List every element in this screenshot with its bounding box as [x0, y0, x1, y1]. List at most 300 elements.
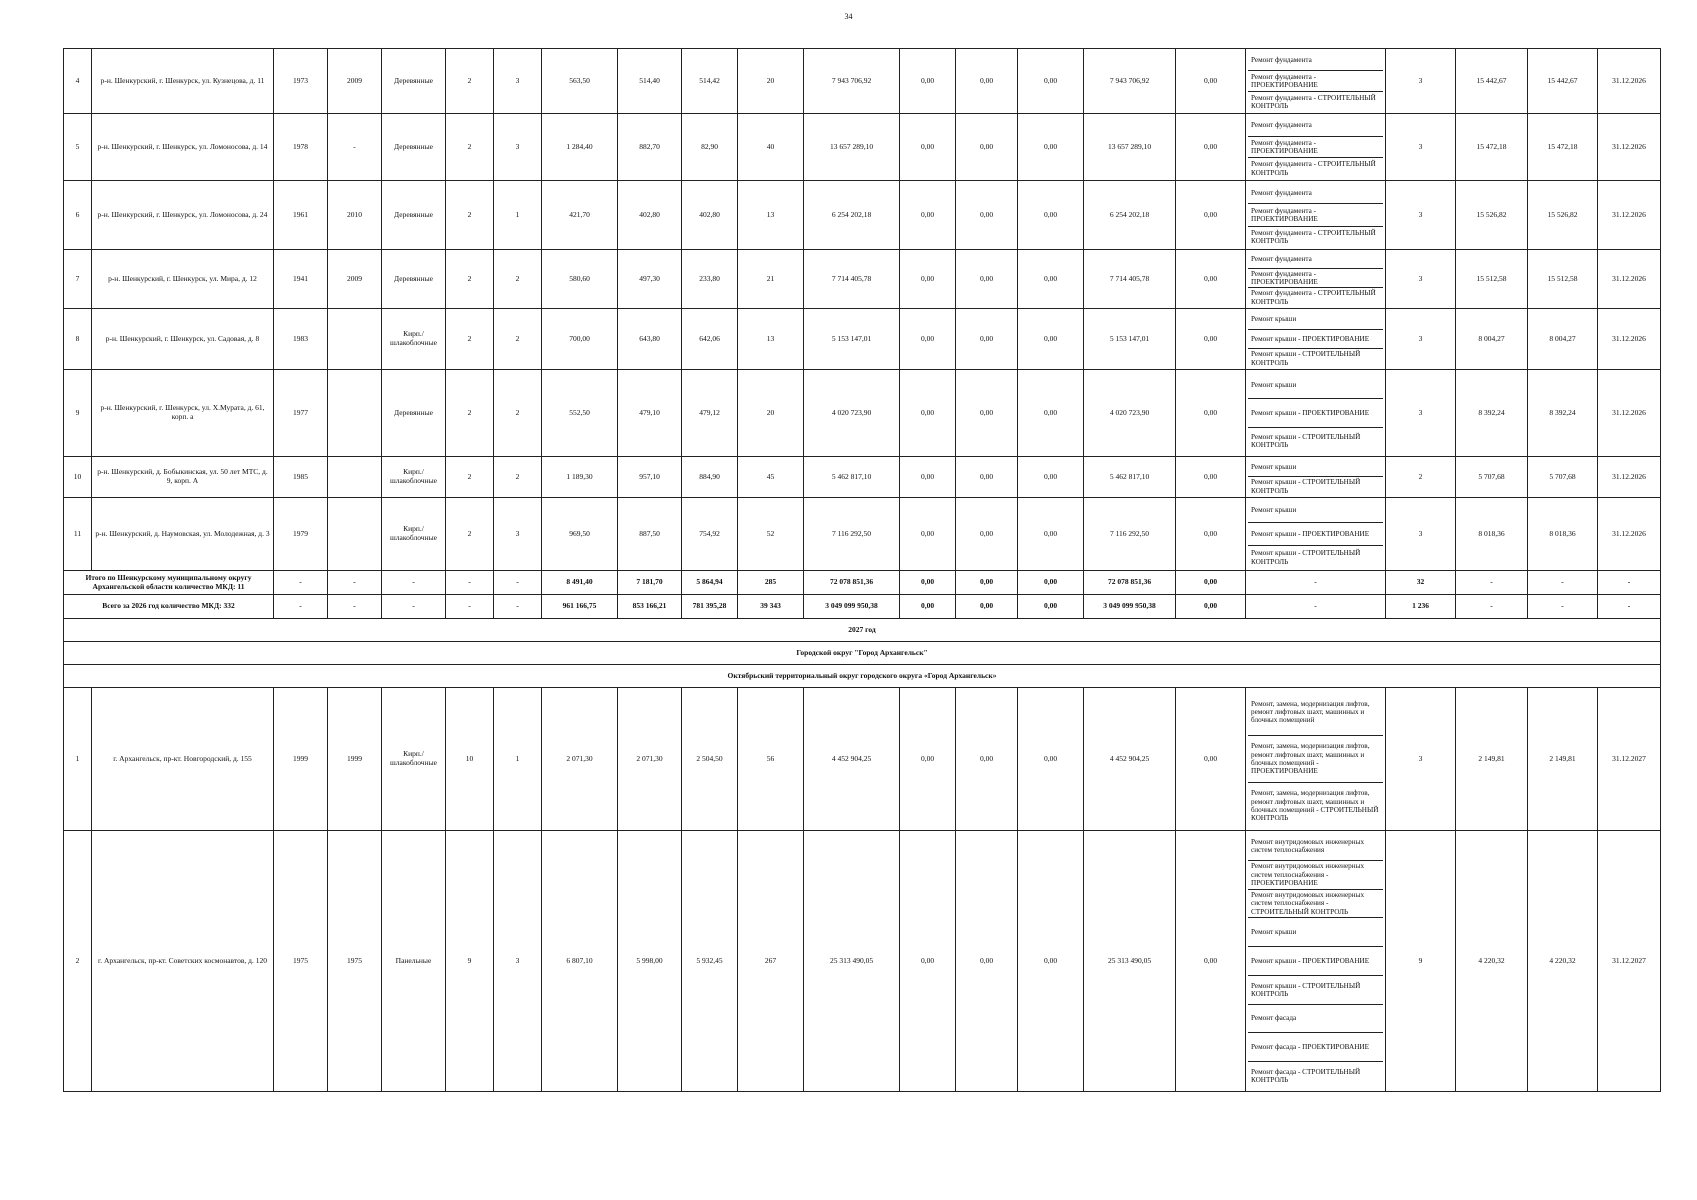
works-cell	[1246, 181, 1386, 250]
cell-entrances: 2	[494, 250, 542, 309]
cell-unit-cost-max: 15 472,18	[1528, 114, 1598, 181]
cell-area-total: 961 166,75	[542, 595, 618, 619]
cell-walls: Кирп./шлакоблочные	[382, 309, 446, 370]
cell-c5: 0,00	[1176, 688, 1246, 831]
dash-cell: -	[1246, 595, 1386, 619]
cell-c1: 0,00	[900, 457, 956, 498]
cell-floors: 9	[446, 831, 494, 1092]
page-number: 34	[844, 12, 853, 21]
section-year-cell: 2027 год	[64, 619, 1661, 642]
cell-deadline: 31.12.2026	[1598, 181, 1661, 250]
works-cell	[1246, 831, 1386, 1092]
cell-walls: Деревянные	[382, 181, 446, 250]
dash-cell: -	[328, 595, 382, 619]
cell-unit-cost: 15 472,18	[1456, 114, 1528, 181]
work-item: Ремонт фасада - ПРОЕКТИРОВАНИЕ	[1248, 1033, 1383, 1062]
cell-cost-total: 5 462 817,10	[804, 457, 900, 498]
cell-year-built: 1961	[274, 181, 328, 250]
cell-year-built: 1973	[274, 49, 328, 114]
work-item: Ремонт крыши - ПРОЕКТИРОВАНИЕ	[1248, 399, 1383, 427]
work-item: Ремонт внутридомовых инженерных систем теплоснабжения - ПРОЕКТИРОВАНИЕ	[1248, 861, 1383, 890]
cell-works-count: 1 236	[1386, 595, 1456, 619]
table-row	[64, 688, 1661, 831]
cell-n: 6	[64, 181, 92, 250]
cell-cost-total: 7 943 706,92	[804, 49, 900, 114]
cell-c2: 0,00	[956, 571, 1018, 595]
works-list	[1248, 50, 1383, 112]
dash-cell: -	[1246, 571, 1386, 595]
cell-unit-cost: 15 512,58	[1456, 250, 1528, 309]
work-item: Ремонт фундамента - ПРОЕКТИРОВАНИЕ	[1248, 269, 1383, 289]
total-label: Всего за 2026 год количество МКД: 332	[64, 595, 274, 619]
work-item: Ремонт, замена, модернизация лифтов, ремонт лифтовых шахт, машинных и блочных помещений - ПРОЕКТИРОВАНИЕ	[1248, 736, 1383, 783]
cell-area-total2: 479,10	[618, 370, 682, 457]
cell-deadline: 31.12.2026	[1598, 49, 1661, 114]
work-item: Ремонт крыши - ПРОЕКТИРОВАНИЕ	[1248, 330, 1383, 350]
dash-cell: -	[1598, 571, 1661, 595]
cell-walls: Деревянные	[382, 114, 446, 181]
dash-cell: -	[1456, 571, 1528, 595]
cell-c5: 0,00	[1176, 370, 1246, 457]
work-item: Ремонт крыши	[1248, 310, 1383, 330]
cell-address: р-н. Шенкурский, д. Наумовская, ул. Молодежная, д. 3	[92, 498, 274, 571]
works-list	[1248, 310, 1383, 368]
cell-cost-owners: 5 462 817,10	[1084, 457, 1176, 498]
cell-c1: 0,00	[900, 49, 956, 114]
cell-floors: 2	[446, 498, 494, 571]
table-row	[64, 370, 1661, 457]
cell-n: 11	[64, 498, 92, 571]
cell-unit-cost-max: 15 526,82	[1528, 181, 1598, 250]
cell-area-living: 82,90	[682, 114, 738, 181]
work-item: Ремонт крыши - СТРОИТЕЛЬНЫЙ КОНТРОЛЬ	[1248, 976, 1383, 1005]
works-list	[1248, 689, 1383, 829]
cell-walls: Кирп./шлакоблочные	[382, 688, 446, 831]
cell-unit-cost: 4 220,32	[1456, 831, 1528, 1092]
cell-residents: 56	[738, 688, 804, 831]
cell-unit-cost-max: 5 707,68	[1528, 457, 1598, 498]
total-district-row	[64, 571, 1661, 595]
cell-works-count: 3	[1386, 181, 1456, 250]
cell-floors: 10	[446, 688, 494, 831]
work-item: Ремонт крыши	[1248, 458, 1383, 477]
dash-cell: -	[1598, 595, 1661, 619]
table-row	[64, 181, 1661, 250]
work-item: Ремонт внутридомовых инженерных систем теплоснабжения - СТРОИТЕЛЬНЫЙ КОНТРОЛЬ	[1248, 890, 1383, 919]
cell-deadline: 31.12.2026	[1598, 370, 1661, 457]
cell-residents: 52	[738, 498, 804, 571]
cell-works-count: 3	[1386, 114, 1456, 181]
cell-year-overhaul	[328, 498, 382, 571]
cell-walls: Деревянные	[382, 250, 446, 309]
cell-deadline: 31.12.2027	[1598, 831, 1661, 1092]
dash-cell: -	[1528, 571, 1598, 595]
cell-cost-owners: 4 020 723,90	[1084, 370, 1176, 457]
table-row	[64, 831, 1661, 1092]
table-row	[64, 498, 1661, 571]
cell-area-total2: 497,30	[618, 250, 682, 309]
work-item: Ремонт крыши - СТРОИТЕЛЬНЫЙ КОНТРОЛЬ	[1251, 350, 1361, 367]
cell-area-living: 402,80	[682, 181, 738, 250]
cell-address: р-н. Шенкурский, г. Шенкурск, ул. Х.Мурата, д. 61, корп. а	[92, 370, 274, 457]
works-cell	[1246, 309, 1386, 370]
cell-unit-cost: 5 707,68	[1456, 457, 1528, 498]
cell-entrances: 3	[494, 498, 542, 571]
cell-floors: 2	[446, 114, 494, 181]
cell-c2: 0,00	[956, 498, 1018, 571]
cell-area-total: 563,50	[542, 49, 618, 114]
cell-cost-total: 6 254 202,18	[804, 181, 900, 250]
cell-works-count: 3	[1386, 309, 1456, 370]
cell-area-total2: 5 998,00	[618, 831, 682, 1092]
cell-floors: 2	[446, 49, 494, 114]
cell-area-total: 700,00	[542, 309, 618, 370]
cell-area-total2: 957,10	[618, 457, 682, 498]
cell-cost-total: 7 714 405,78	[804, 250, 900, 309]
cell-area-total: 1 284,40	[542, 114, 618, 181]
cell-works-count: 9	[1386, 831, 1456, 1092]
cell-residents: 20	[738, 370, 804, 457]
cell-c3: 0,00	[1018, 571, 1084, 595]
table-row	[64, 309, 1661, 370]
cell-works-count: 3	[1386, 370, 1456, 457]
cell-year-built: 1941	[274, 250, 328, 309]
cell-n: 2	[64, 831, 92, 1092]
cell-unit-cost: 15 442,67	[1456, 49, 1528, 114]
work-item: Ремонт крыши	[1248, 918, 1383, 947]
cell-cost-owners: 6 254 202,18	[1084, 181, 1176, 250]
cell-c1: 0,00	[900, 309, 956, 370]
cell-residents: 13	[738, 181, 804, 250]
cell-unit-cost-max: 15 512,58	[1528, 250, 1598, 309]
cell-c2: 0,00	[956, 688, 1018, 831]
cell-c5: 0,00	[1176, 498, 1246, 571]
cell-entrances: 1	[494, 181, 542, 250]
cell-year-built: 1975	[274, 831, 328, 1092]
total-year-row	[64, 595, 1661, 619]
cell-cost-total: 3 049 099 950,38	[804, 595, 900, 619]
cell-area-living: 754,92	[682, 498, 738, 571]
cell-c2: 0,00	[956, 831, 1018, 1092]
cell-cost-total: 13 657 289,10	[804, 114, 900, 181]
cell-c1: 0,00	[900, 250, 956, 309]
cell-c3: 0,00	[1018, 49, 1084, 114]
cell-area-living: 5 932,45	[682, 831, 738, 1092]
work-item: Ремонт внутридомовых инженерных систем теплоснабжения	[1248, 832, 1383, 861]
work-item: Ремонт фундамента - СТРОИТЕЛЬНЫЙ КОНТРОЛЬ	[1251, 93, 1376, 110]
works-list	[1248, 458, 1383, 496]
cell-floors: 2	[446, 250, 494, 309]
works-cell	[1246, 114, 1386, 181]
cell-c2: 0,00	[956, 250, 1018, 309]
works-list	[1248, 499, 1383, 569]
cell-c2: 0,00	[956, 309, 1018, 370]
work-item: Ремонт фундамента	[1248, 182, 1383, 204]
cell-residents: 21	[738, 250, 804, 309]
cell-area-total: 8 491,40	[542, 571, 618, 595]
cell-entrances: 1	[494, 688, 542, 831]
cell-n: 10	[64, 457, 92, 498]
cell-c5: 0,00	[1176, 114, 1246, 181]
cell-unit-cost-max: 15 442,67	[1528, 49, 1598, 114]
cell-c5: 0,00	[1176, 457, 1246, 498]
cell-address: г. Архангельск, пр-кт. Новгородский, д. 155	[92, 688, 274, 831]
cell-walls: Кирп./шлакоблочные	[382, 498, 446, 571]
cell-works-count: 3	[1386, 250, 1456, 309]
dash-cell: -	[274, 571, 328, 595]
dash-cell: -	[446, 595, 494, 619]
cell-entrances: 3	[494, 831, 542, 1092]
cell-area-living: 884,90	[682, 457, 738, 498]
section-city	[64, 642, 1661, 665]
work-item: Ремонт крыши - СТРОИТЕЛЬНЫЙ КОНТРОЛЬ	[1251, 549, 1361, 566]
cell-walls: Деревянные	[382, 370, 446, 457]
work-item: Ремонт, замена, модернизация лифтов, ремонт лифтовых шахт, машинных и блочных помещений - СТРОИТЕЛЬНЫЙ КОНТРОЛЬ	[1251, 789, 1379, 823]
cell-c3: 0,00	[1018, 595, 1084, 619]
cell-walls: Деревянные	[382, 49, 446, 114]
work-item: Ремонт фундамента - СТРОИТЕЛЬНЫЙ КОНТРОЛЬ	[1251, 289, 1376, 306]
cell-year-built: 1978	[274, 114, 328, 181]
cell-area-total: 421,70	[542, 181, 618, 250]
table-row	[64, 250, 1661, 309]
works-cell	[1246, 498, 1386, 571]
cell-c1: 0,00	[900, 688, 956, 831]
works-cell	[1246, 688, 1386, 831]
cell-deadline: 31.12.2026	[1598, 457, 1661, 498]
cell-year-overhaul: 1975	[328, 831, 382, 1092]
cell-area-total: 580,60	[542, 250, 618, 309]
cell-address: р-н. Шенкурский, г. Шенкурск, ул. Ломоносова, д. 24	[92, 181, 274, 250]
cell-unit-cost: 8 018,36	[1456, 498, 1528, 571]
cell-cost-total: 25 313 490,05	[804, 831, 900, 1092]
work-item: Ремонт фасада	[1248, 1005, 1383, 1034]
cell-address: г. Архангельск, пр-кт. Советских космонавтов, д. 120	[92, 831, 274, 1092]
dash-cell: -	[382, 595, 446, 619]
works-cell	[1246, 250, 1386, 309]
work-item: Ремонт крыши - ПРОЕКТИРОВАНИЕ	[1248, 947, 1383, 976]
cell-cost-total: 4 020 723,90	[804, 370, 900, 457]
cell-cost-total: 72 078 851,36	[804, 571, 900, 595]
cell-works-count: 3	[1386, 49, 1456, 114]
cell-residents: 45	[738, 457, 804, 498]
works-list	[1248, 832, 1383, 1090]
cell-c2: 0,00	[956, 114, 1018, 181]
cell-floors: 2	[446, 309, 494, 370]
cell-cost-owners: 13 657 289,10	[1084, 114, 1176, 181]
cell-works-count: 2	[1386, 457, 1456, 498]
cell-c2: 0,00	[956, 49, 1018, 114]
cell-deadline: 31.12.2027	[1598, 688, 1661, 831]
cell-area-total2: 402,80	[618, 181, 682, 250]
cell-cost-owners: 25 313 490,05	[1084, 831, 1176, 1092]
work-item: Ремонт фундамента	[1248, 50, 1383, 71]
work-item: Ремонт крыши - СТРОИТЕЛЬНЫЙ КОНТРОЛЬ	[1251, 433, 1361, 450]
cell-area-total2: 7 181,70	[618, 571, 682, 595]
cell-n: 9	[64, 370, 92, 457]
dash-cell: -	[1528, 595, 1598, 619]
cell-year-overhaul: 2009	[328, 250, 382, 309]
cell-deadline: 31.12.2026	[1598, 309, 1661, 370]
work-item: Ремонт фундамента	[1248, 115, 1383, 137]
cell-c3: 0,00	[1018, 457, 1084, 498]
cell-area-total: 1 189,30	[542, 457, 618, 498]
cell-cost-owners: 5 153 147,01	[1084, 309, 1176, 370]
cell-c3: 0,00	[1018, 309, 1084, 370]
dash-cell: -	[328, 571, 382, 595]
cell-unit-cost-max: 4 220,32	[1528, 831, 1598, 1092]
table-row	[64, 457, 1661, 498]
cell-c1: 0,00	[900, 831, 956, 1092]
dash-cell: -	[494, 595, 542, 619]
cell-residents: 285	[738, 571, 804, 595]
cell-residents: 13	[738, 309, 804, 370]
cell-area-total2: 643,80	[618, 309, 682, 370]
cell-area-living: 2 504,50	[682, 688, 738, 831]
works-list	[1248, 182, 1383, 248]
cell-area-total: 2 071,30	[542, 688, 618, 831]
dash-cell: -	[382, 571, 446, 595]
cell-area-living: 233,80	[682, 250, 738, 309]
cell-works-count: 3	[1386, 688, 1456, 831]
work-item: Ремонт фундамента - СТРОИТЕЛЬНЫЙ КОНТРОЛЬ	[1251, 160, 1376, 177]
cell-address: р-н. Шенкурский, г. Шенкурск, ул. Кузнецова, д. 11	[92, 49, 274, 114]
cell-address: р-н. Шенкурский, г. Шенкурск, ул. Мира, д. 12	[92, 250, 274, 309]
works-cell	[1246, 457, 1386, 498]
cell-c5: 0,00	[1176, 309, 1246, 370]
cell-year-overhaul	[328, 457, 382, 498]
work-item: Ремонт фундамента - ПРОЕКТИРОВАНИЕ	[1248, 204, 1383, 226]
work-item: Ремонт фундамента - СТРОИТЕЛЬНЫЙ КОНТРОЛЬ	[1251, 229, 1376, 246]
work-item: Ремонт фундамента	[1248, 251, 1383, 269]
cell-c5: 0,00	[1176, 595, 1246, 619]
cell-c1: 0,00	[900, 370, 956, 457]
cell-unit-cost: 8 004,27	[1456, 309, 1528, 370]
cell-address: р-н. Шенкурский, г. Шенкурск, ул. Садовая, д. 8	[92, 309, 274, 370]
cell-n: 5	[64, 114, 92, 181]
cell-year-built: 1977	[274, 370, 328, 457]
section-district-cell: Октябрьский территориальный округ городского округа «Город Архангельск»	[64, 665, 1661, 688]
work-item: Ремонт, замена, модернизация лифтов, ремонт лифтовых шахт, машинных и блочных помещений	[1248, 689, 1383, 736]
cell-year-overhaul: 2009	[328, 49, 382, 114]
cell-unit-cost-max: 2 149,81	[1528, 688, 1598, 831]
work-item: Ремонт фундамента - ПРОЕКТИРОВАНИЕ	[1248, 137, 1383, 159]
cell-n: 7	[64, 250, 92, 309]
cell-area-living: 781 395,28	[682, 595, 738, 619]
dash-cell: -	[446, 571, 494, 595]
capital-repair-table	[63, 48, 1661, 1092]
cell-area-living: 479,12	[682, 370, 738, 457]
cell-c3: 0,00	[1018, 250, 1084, 309]
cell-entrances: 2	[494, 457, 542, 498]
cell-residents: 40	[738, 114, 804, 181]
cell-year-built: 1979	[274, 498, 328, 571]
cell-cost-owners: 3 049 099 950,38	[1084, 595, 1176, 619]
cell-area-living: 514,42	[682, 49, 738, 114]
cell-cost-owners: 7 714 405,78	[1084, 250, 1176, 309]
cell-c1: 0,00	[900, 571, 956, 595]
cell-c1: 0,00	[900, 114, 956, 181]
cell-entrances: 3	[494, 49, 542, 114]
works-list	[1248, 371, 1383, 455]
cell-c2: 0,00	[956, 181, 1018, 250]
section-district	[64, 665, 1661, 688]
cell-unit-cost: 15 526,82	[1456, 181, 1528, 250]
cell-c3: 0,00	[1018, 114, 1084, 181]
section-city-cell: Городской округ "Город Архангельск"	[64, 642, 1661, 665]
works-cell	[1246, 49, 1386, 114]
work-item: Ремонт фасада - СТРОИТЕЛЬНЫЙ КОНТРОЛЬ	[1251, 1067, 1361, 1085]
cell-residents: 267	[738, 831, 804, 1092]
cell-n: 8	[64, 309, 92, 370]
works-cell	[1246, 370, 1386, 457]
cell-deadline: 31.12.2026	[1598, 498, 1661, 571]
cell-c5: 0,00	[1176, 571, 1246, 595]
cell-walls: Кирп./шлакоблочные	[382, 457, 446, 498]
cell-c2: 0,00	[956, 595, 1018, 619]
cell-unit-cost-max: 8 004,27	[1528, 309, 1598, 370]
works-list	[1248, 115, 1383, 179]
cell-cost-owners: 7 116 292,50	[1084, 498, 1176, 571]
cell-c1: 0,00	[900, 498, 956, 571]
work-item: Ремонт крыши	[1248, 371, 1383, 399]
cell-c2: 0,00	[956, 457, 1018, 498]
cell-c3: 0,00	[1018, 831, 1084, 1092]
cell-c3: 0,00	[1018, 498, 1084, 571]
work-item: Ремонт крыши - ПРОЕКТИРОВАНИЕ	[1248, 523, 1383, 547]
cell-area-living: 642,06	[682, 309, 738, 370]
work-item: Ремонт фундамента - ПРОЕКТИРОВАНИЕ	[1248, 71, 1383, 92]
cell-year-overhaul: -	[328, 114, 382, 181]
cell-works-count: 3	[1386, 498, 1456, 571]
cell-area-total2: 2 071,30	[618, 688, 682, 831]
cell-unit-cost-max: 8 392,24	[1528, 370, 1598, 457]
cell-address: р-н. Шенкурский, д. Бобыкинская, ул. 50 лет МТС, д. 9, корп. А	[92, 457, 274, 498]
cell-cost-owners: 4 452 904,25	[1084, 688, 1176, 831]
section-year	[64, 619, 1661, 642]
cell-cost-total: 4 452 904,25	[804, 688, 900, 831]
cell-unit-cost: 8 392,24	[1456, 370, 1528, 457]
cell-cost-total: 7 116 292,50	[804, 498, 900, 571]
cell-area-total: 969,50	[542, 498, 618, 571]
cell-year-built: 1985	[274, 457, 328, 498]
cell-cost-total: 5 153 147,01	[804, 309, 900, 370]
cell-area-total: 552,50	[542, 370, 618, 457]
dash-cell: -	[274, 595, 328, 619]
cell-c5: 0,00	[1176, 831, 1246, 1092]
dash-cell: -	[494, 571, 542, 595]
cell-c1: 0,00	[900, 595, 956, 619]
cell-deadline: 31.12.2026	[1598, 114, 1661, 181]
cell-area-living: 5 864,94	[682, 571, 738, 595]
cell-floors: 2	[446, 181, 494, 250]
cell-works-count: 32	[1386, 571, 1456, 595]
dash-cell: -	[1456, 595, 1528, 619]
total-label: Итого по Шенкурскому муниципальному округу Архангельской области количество МКД: 11	[64, 571, 274, 595]
cell-c5: 0,00	[1176, 49, 1246, 114]
cell-year-overhaul: 2010	[328, 181, 382, 250]
works-list	[1248, 251, 1383, 307]
cell-c1: 0,00	[900, 181, 956, 250]
cell-area-total2: 853 166,21	[618, 595, 682, 619]
cell-year-built: 1983	[274, 309, 328, 370]
cell-area-total2: 887,50	[618, 498, 682, 571]
cell-walls: Панельные	[382, 831, 446, 1092]
cell-year-overhaul	[328, 309, 382, 370]
table-row	[64, 49, 1661, 114]
cell-c2: 0,00	[956, 370, 1018, 457]
cell-c3: 0,00	[1018, 181, 1084, 250]
cell-entrances: 2	[494, 309, 542, 370]
